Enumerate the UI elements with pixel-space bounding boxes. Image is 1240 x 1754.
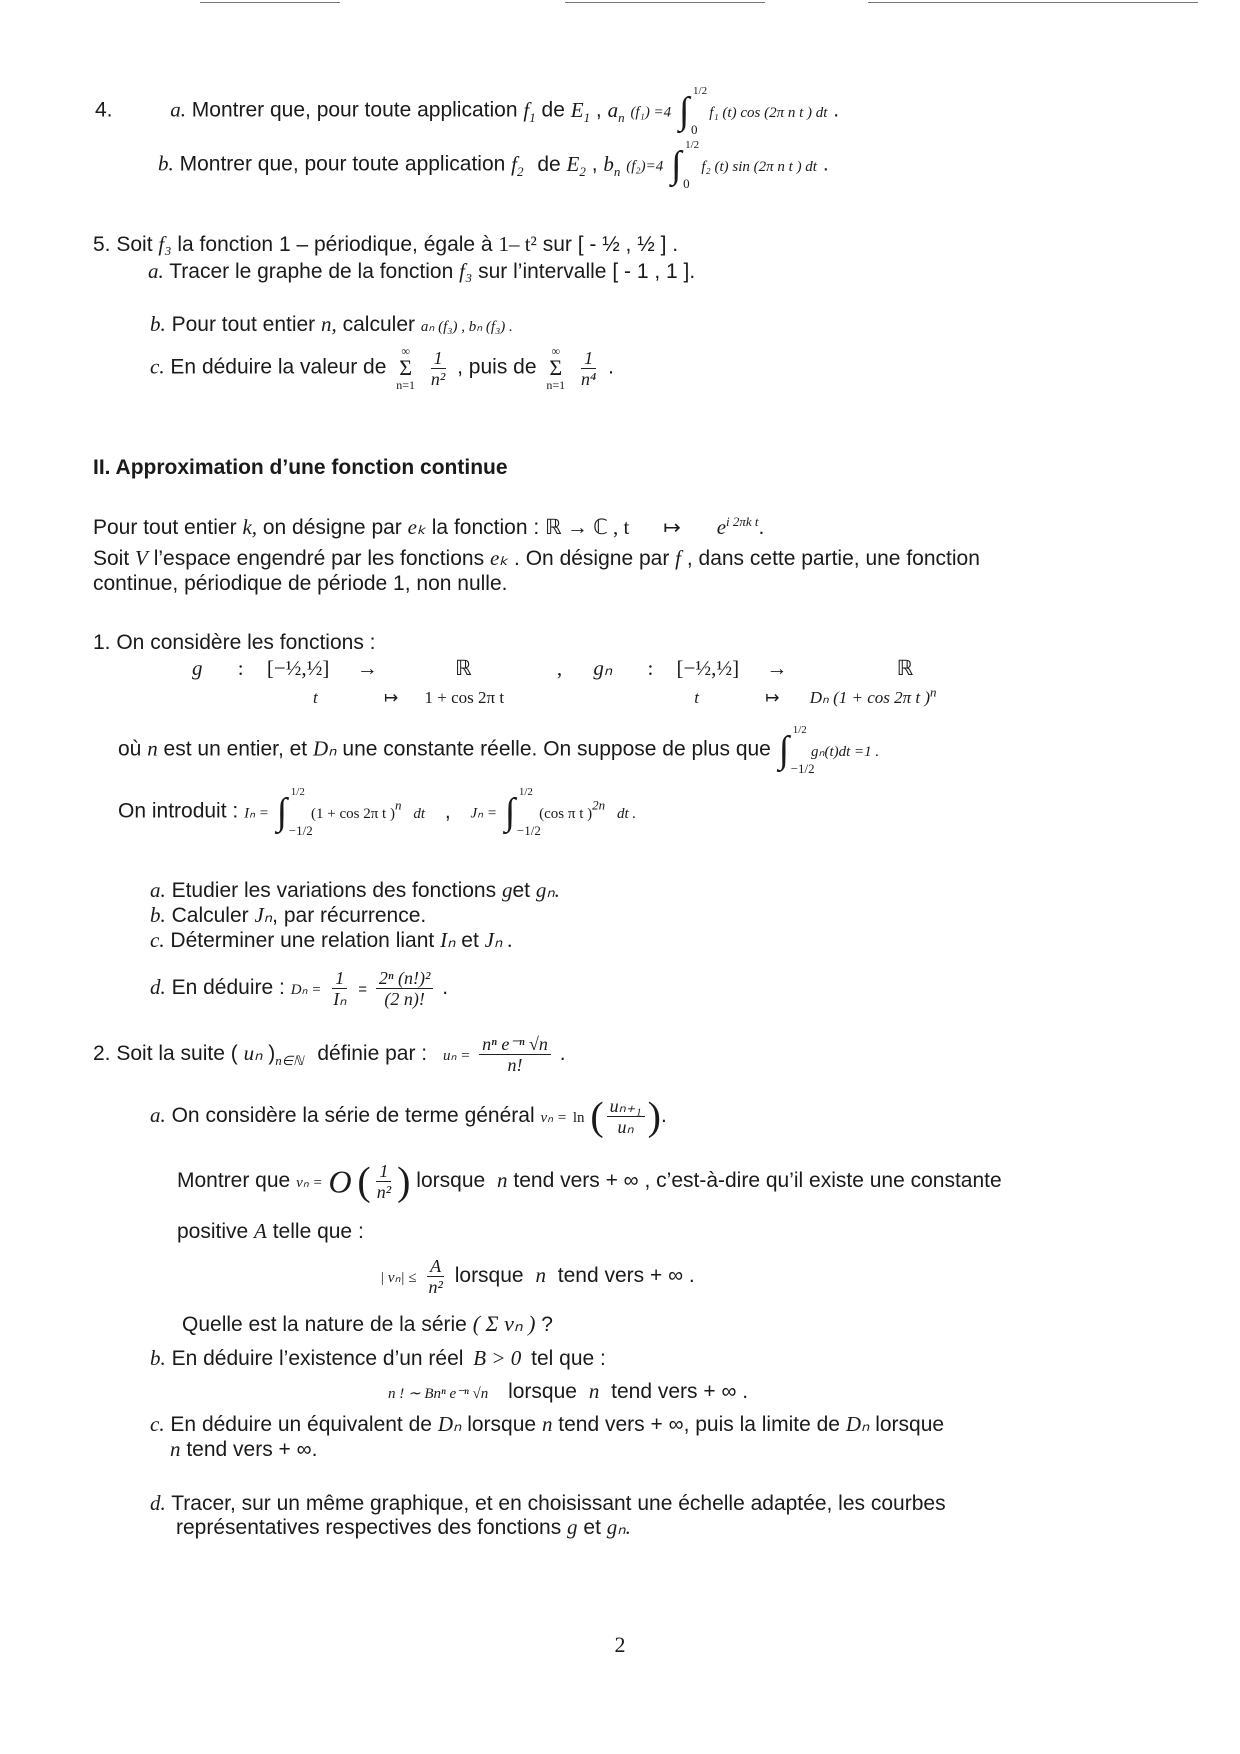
integral-sign: ∫ 1/2 0 <box>679 85 708 137</box>
s2p1-exp-sup: i 2πk t <box>726 514 759 529</box>
s2q2d2-g: g <box>567 1515 578 1539</box>
q4a-end: . <box>833 98 840 122</box>
gn-interval: [−½,½] <box>676 656 740 680</box>
s2q2-intro-c: définie par : <box>317 1042 428 1065</box>
define-intro: On introduit : <box>118 799 239 823</box>
s2q2a2-rest-a: lorsque <box>416 1169 486 1192</box>
s2q2-intro-b: ) <box>268 1042 276 1065</box>
q5c-num1: 1 <box>431 348 446 369</box>
s2q1d-eq: = <box>358 981 367 998</box>
s2q2a4-den: n² <box>428 1276 443 1297</box>
s2q1d-num1: 1 <box>332 968 347 989</box>
sum-symbol <box>546 344 565 392</box>
q4b-bn: b <box>603 151 614 176</box>
s2q2-c <box>150 1411 944 1438</box>
s2q2a4-abs: | vₙ| ≤ <box>380 1270 417 1286</box>
s2q2-d2 <box>176 1514 631 1541</box>
g-mapsto: ↦ <box>383 688 399 707</box>
where-int-lo: −1/2 <box>790 761 815 776</box>
s2q2a2-rest-b: tend vers + ∞ , c’est-à-dire qu’il existe une constante <box>513 1169 1002 1192</box>
s2q2a3-text: positive <box>177 1220 249 1243</box>
right-paren: ) <box>647 1093 661 1139</box>
Jn-exp: 2n <box>592 797 606 813</box>
q5a-rest: sur l’intervalle [ - 1 , 1 ]. <box>478 260 696 283</box>
q5-b <box>150 311 513 340</box>
s2p1-b: on désigne par <box>262 516 402 539</box>
s2q2c2-n: n <box>170 1437 181 1461</box>
q4b-int-lo: 0 <box>683 176 690 191</box>
fraction <box>428 348 448 389</box>
In-lo: −1/2 <box>288 823 313 838</box>
g-t: t <box>313 688 318 707</box>
s2q2c-text: En déduire un équivalent de <box>170 1413 432 1436</box>
s2q2c-n: n <box>541 1412 553 1436</box>
s2q2c-label: c. <box>150 1412 165 1436</box>
s2q1-where <box>118 724 880 776</box>
s2q1b-label: b. <box>150 903 166 927</box>
s2q2b-rest: tel que : <box>531 1347 606 1370</box>
gn-colon: : <box>647 656 654 680</box>
q5c-num2: 1 <box>581 348 596 369</box>
q5c-sum1-sig: Σ <box>399 355 413 380</box>
s2p1-to: ↦ <box>663 516 681 539</box>
g-expr: 1 + cos 2π t <box>424 688 505 707</box>
s2p1-exp: e <box>716 515 727 539</box>
Jn-up: 1/2 <box>518 786 533 798</box>
where-b: est un entier, et <box>163 737 308 761</box>
s2q2a4-rest-b: tend vers + ∞ . <box>557 1264 695 1287</box>
s2q2a5-series: ( Σ vₙ ) <box>472 1311 536 1336</box>
s2q2a4-num: A <box>427 1256 444 1277</box>
q5c-sum1-bot: n=1 <box>396 378 416 392</box>
integral-sign: ∫ 1/2 −1/2 <box>276 786 313 838</box>
s2p2-ek: eₖ <box>489 546 509 570</box>
s2q2a5-text: Quelle est la nature de la série <box>182 1313 467 1336</box>
q4b-label: b. <box>158 151 174 176</box>
q4a-label: a. <box>170 97 186 122</box>
s2q2a4-rest-a: lorsque <box>454 1264 524 1287</box>
s2q2b2-rest-a: lorsque <box>508 1380 577 1403</box>
gn-arrow: → <box>766 656 788 680</box>
s2q2-end: . <box>559 1042 566 1065</box>
s2q2c-Dn2: Dₙ <box>845 1412 870 1436</box>
s2q1a-g: g <box>501 878 513 902</box>
In-dt: dt <box>413 805 425 822</box>
s2q1d-den1: Iₙ <box>333 988 347 1009</box>
where-int-up: 1/2 <box>792 724 807 736</box>
q4b-Esub: 2 <box>579 163 586 179</box>
q4a-Esub: 1 <box>583 109 591 125</box>
s2q2a-den: uₙ <box>617 1116 634 1137</box>
s2p2-a: Soit <box>93 547 130 570</box>
Jn-lhs: Jₙ = <box>470 805 498 822</box>
fraction <box>376 968 434 1009</box>
s2q1-define <box>118 786 637 838</box>
q5-c <box>150 344 614 392</box>
top-rule-left <box>200 2 340 3</box>
right-paren: ) <box>397 1158 411 1204</box>
q5-intro-c: sur [ - ½ , ½ ] . <box>542 233 679 256</box>
gn-t: t <box>694 688 700 707</box>
q4a-int-lo: 0 <box>691 122 698 137</box>
s2p1-ek: eₖ <box>407 515 426 539</box>
s2q2a2-text: Montrer que <box>177 1169 291 1192</box>
s2q1c-Jn: Jₙ . <box>484 928 513 952</box>
s2q1a-text: Etudier les variations des fonctions <box>171 879 497 902</box>
g-name: g <box>192 656 203 680</box>
s2q1d-Dn: Dₙ = <box>290 982 322 998</box>
s2q2a4-n: n <box>535 1263 546 1287</box>
page-number: 2 <box>614 1632 626 1657</box>
g-R: ℝ <box>454 656 472 680</box>
s2q2-un-def: uₙ = <box>442 1048 471 1064</box>
q4b-text: Montrer que, pour toute application <box>179 152 506 176</box>
q5c-den1: n² <box>430 368 446 389</box>
q4a-int-up: 1/2 <box>693 85 708 97</box>
g-arrow: → <box>356 656 378 680</box>
q4a-an: a <box>607 97 619 122</box>
q4a-de: de <box>541 98 565 122</box>
s2q2b2-rest-b: tend vers + ∞ . <box>611 1380 749 1403</box>
s2q2b-B: B > 0 <box>473 1346 522 1370</box>
q5-intro <box>93 231 678 258</box>
fraction <box>607 1096 645 1137</box>
s2q2b2-n: n <box>588 1379 600 1403</box>
s2q2c-t2: lorsque <box>467 1413 537 1436</box>
s2q2-a2 <box>177 1155 1002 1208</box>
top-rule-center <box>565 2 765 3</box>
s2q1d-text: En déduire : <box>171 976 285 999</box>
s2q2a-vn: vₙ = <box>540 1110 567 1126</box>
s2q2-den: n! <box>507 1054 523 1075</box>
where-a: où <box>118 737 142 761</box>
s2p1-a: Pour tout entier <box>93 516 237 539</box>
q4b-fsub: 2 <box>517 163 524 179</box>
q4b-end: . <box>822 152 829 176</box>
q4b-E: E <box>566 151 580 176</box>
s2q2a2-den: n² <box>376 1181 392 1202</box>
In-lhs: Iₙ = <box>244 805 269 822</box>
s2q2-b <box>150 1345 606 1372</box>
q5b-n: n, <box>321 312 337 336</box>
s2q2b2-expr: n ! ∼ Bnⁿ e⁻ⁿ √n <box>388 1386 489 1402</box>
s2q2a3-rest: telle que : <box>272 1220 364 1243</box>
q4b-bnsub: n <box>613 163 621 179</box>
q5a-text: Tracer le graphe de la fonction <box>169 260 454 283</box>
gn-R: ℝ <box>896 656 914 680</box>
g-colon: : <box>237 656 244 680</box>
s2q2d2-et: et <box>583 1516 601 1539</box>
q5b-expr: aₙ (f₃) , bₙ (f₃) . <box>420 319 513 335</box>
s2q1c-In: Iₙ <box>440 928 456 952</box>
where-c: une constante réelle. On suppose de plus que <box>342 737 771 761</box>
In-exp: n <box>394 797 402 813</box>
integral-sign: ∫ 1/2 −1/2 <box>778 724 815 776</box>
q4a-E: E <box>570 97 584 122</box>
s2p2-c: . On désigne par <box>514 547 670 570</box>
s2q2a5-end: ? <box>541 1313 553 1336</box>
q4a-fsub: 1 <box>529 109 536 125</box>
s2q1-intro: 1. On considère les fonctions : <box>93 631 376 654</box>
where-D: Dₙ <box>313 736 337 761</box>
s2q1a-label: a. <box>150 878 166 902</box>
s2q1d-end: . <box>442 976 449 999</box>
s2q1-a <box>150 877 560 904</box>
s2q2d2-gn: gₙ. <box>606 1515 631 1539</box>
s2q2a3-A: A <box>254 1219 267 1243</box>
s2q2a-ln: ln <box>572 1110 585 1126</box>
s2q2-un: uₙ <box>243 1041 263 1065</box>
Jn-lo: −1/2 <box>516 823 541 838</box>
In-Jn-sep: , <box>444 799 451 823</box>
s2q2a2-n: n <box>497 1168 508 1192</box>
s2-p2 <box>93 545 1133 572</box>
s2p2-V: V <box>135 546 148 570</box>
q5-a <box>148 258 695 285</box>
Jn-body: (cos π t ) <box>539 805 593 822</box>
s2q2-a3 <box>177 1218 364 1245</box>
s2p2-d: , dans cette partie, une fonction <box>686 547 980 570</box>
s2q2-d <box>150 1490 946 1517</box>
q4a-text: Montrer que, pour toute application <box>191 98 518 122</box>
q5c-sum2-bot: n=1 <box>546 378 566 392</box>
integral-sign: ∫ 1/2 −1/2 <box>504 786 541 838</box>
q4b-de: de <box>537 152 561 176</box>
q5b-text: Pour tout entier <box>171 313 316 336</box>
q4b-f: f <box>511 151 517 176</box>
s2q1-def-row2 <box>313 685 937 711</box>
q5c-text: En déduire la valeur de <box>170 355 387 379</box>
s2q2a2-num: 1 <box>376 1161 391 1182</box>
q4b-int-up: 1/2 <box>685 139 700 151</box>
In-up: 1/2 <box>290 786 305 798</box>
s2q1-b <box>150 902 426 929</box>
top-rule-right <box>868 2 1198 3</box>
gn-exp: n <box>930 684 937 700</box>
s2q2c-t4: lorsque <box>875 1413 945 1436</box>
q5c-end: . <box>608 355 614 379</box>
s2q1d-den2: (2 n)! <box>384 988 425 1009</box>
s2q2-a5 <box>182 1311 553 1338</box>
left-paren: ( <box>590 1093 604 1139</box>
q4a-f: f <box>523 97 530 122</box>
s2q2a-end: . <box>660 1104 667 1127</box>
s2q1-c <box>150 927 513 954</box>
s2q1b-text: Calculer <box>171 904 249 927</box>
s2q1-d <box>150 962 448 1015</box>
s2q2b-label: b. <box>150 1346 166 1370</box>
s2q2c-t3: tend vers + ∞, puis la limite de <box>558 1413 840 1436</box>
s2q2-num: nⁿ e⁻ⁿ √n <box>479 1034 551 1055</box>
gn-expr: Dₙ (1 + cos 2π t ) <box>809 688 931 707</box>
q5c-sum2-sig: Σ <box>549 355 563 380</box>
s2q2d-text: Tracer, sur un même graphique, et en choisissant une échelle adaptée, les courbes <box>171 1492 946 1515</box>
q5c-sum1-top: ∞ <box>401 344 410 358</box>
q4-a: 4. a. Montrer que, pour toute application $f_1$ de $E_1$ , $a_n$ (f₁) =4 ∫ 1/2 0 f₁ (t) cos (2π n t ) dt . <box>95 85 840 137</box>
s2q2c2-text: tend vers + ∞. <box>186 1438 318 1461</box>
section-title: II. Approximation d’une fonction continue <box>93 456 508 479</box>
q5-expr: 1– t² <box>498 232 537 256</box>
s2q1d-label: d. <box>150 975 166 999</box>
where-n: n <box>147 736 158 761</box>
s2p1-k: k, <box>242 515 258 539</box>
fraction <box>330 968 349 1009</box>
s2p1-map: ℝ → ℂ , t <box>545 515 630 539</box>
s2q2a2-vn: vₙ = <box>296 1175 323 1191</box>
q5-intro-a: 5. Soit <box>93 233 153 256</box>
s2q2b-text: En déduire l’existence d’un réel <box>171 1347 464 1370</box>
s2q1a-et: et <box>512 879 530 902</box>
s2q2d2-text: représentatives respectives des fonctions <box>176 1516 562 1539</box>
q4-number: 4. <box>95 98 113 122</box>
fraction <box>578 348 599 389</box>
q5c-den2: n⁴ <box>580 368 597 389</box>
s2p1-end: . <box>758 516 765 539</box>
s2q2d-label: d. <box>150 1491 166 1515</box>
where-integrand: gₙ(t)dt =1 . <box>810 743 880 760</box>
s2q2-a4 <box>380 1250 695 1303</box>
s2q2-b2 <box>388 1378 748 1407</box>
fraction <box>374 1161 394 1202</box>
q5c-sum2-top: ∞ <box>551 344 561 358</box>
q5-intro-b: la fonction 1 – périodique, égale à <box>177 233 493 256</box>
s2q1c-label: c. <box>150 928 165 952</box>
s2q2a2-O: O <box>328 1163 352 1200</box>
s2q1b-rest: , par récurrence. <box>272 904 427 927</box>
s2p2-b: l’espace engendré par les fonctions <box>153 547 485 570</box>
s2q1d-num2: 2ⁿ (n!)² <box>376 968 434 989</box>
left-paren: ( <box>357 1158 371 1204</box>
integral-sign: ∫ 1/2 0 <box>671 139 700 191</box>
q4a-ansub: n <box>618 109 625 125</box>
s2q2a-num: uₙ₊₁ <box>607 1096 645 1117</box>
fraction <box>479 1034 551 1075</box>
q5-f3: f₃ <box>158 232 172 256</box>
s2q2-idx: n∈ℕ <box>275 1053 304 1069</box>
s2q2-intro-a: 2. Soit la suite ( <box>93 1042 238 1065</box>
q4-b: b. Montrer que, pour toute application $f_2$ de $E_2$ , $b_n$ (f₂)=4 ∫ 1/2 0 f₂ (t) sin (2π n t ) dt . <box>158 139 829 191</box>
s2q1b-Jn: Jₙ <box>254 903 273 927</box>
s2q2a-text: On considère la série de terme général <box>171 1104 535 1127</box>
q5b-label: b. <box>150 312 166 336</box>
q5a-f: f₃ <box>459 259 473 283</box>
s2q2-c2 <box>170 1436 317 1463</box>
g-comma: , <box>556 656 563 680</box>
q4a-integrand: f₁ (t) cos (2π n t ) dt <box>709 104 828 121</box>
sum-symbol <box>396 344 415 392</box>
s2p1-c: la fonction : <box>431 516 540 539</box>
q4b-arg: (f₂)=4 <box>626 158 664 175</box>
s2-p1 <box>93 514 764 541</box>
fraction <box>425 1256 445 1297</box>
s2q1a-gn: gₙ. <box>535 878 560 902</box>
g-interval: [−½,½] <box>266 656 330 680</box>
q5b-text2: calculer <box>342 313 415 336</box>
s2p2-f: f <box>675 546 681 570</box>
gn-name: gₙ <box>593 656 613 680</box>
s2q1c-et: et <box>461 929 479 952</box>
s2q1-def-row1 <box>192 655 913 681</box>
Jn-dt: dt . <box>616 805 637 822</box>
q4a-arg: (f₁) =4 <box>630 104 672 121</box>
s2q2-intro <box>93 1028 566 1081</box>
In-body: (1 + cos 2π t ) <box>311 805 395 822</box>
s2q2c-Dn: Dₙ <box>437 1412 462 1436</box>
q5c-mid: , puis de <box>457 355 537 379</box>
s2q2-a <box>150 1090 667 1143</box>
gn-mapsto: ↦ <box>765 688 780 707</box>
s2q1c-text: Déterminer une relation liant <box>170 929 435 952</box>
s2q2a-label: a. <box>150 1103 166 1127</box>
q5a-label: a. <box>148 259 164 283</box>
s2-p3: continue, périodique de période 1, non nulle. <box>93 572 508 595</box>
q5c-label: c. <box>150 354 165 379</box>
q4b-integrand: f₂ (t) sin (2π n t ) dt <box>701 158 817 175</box>
